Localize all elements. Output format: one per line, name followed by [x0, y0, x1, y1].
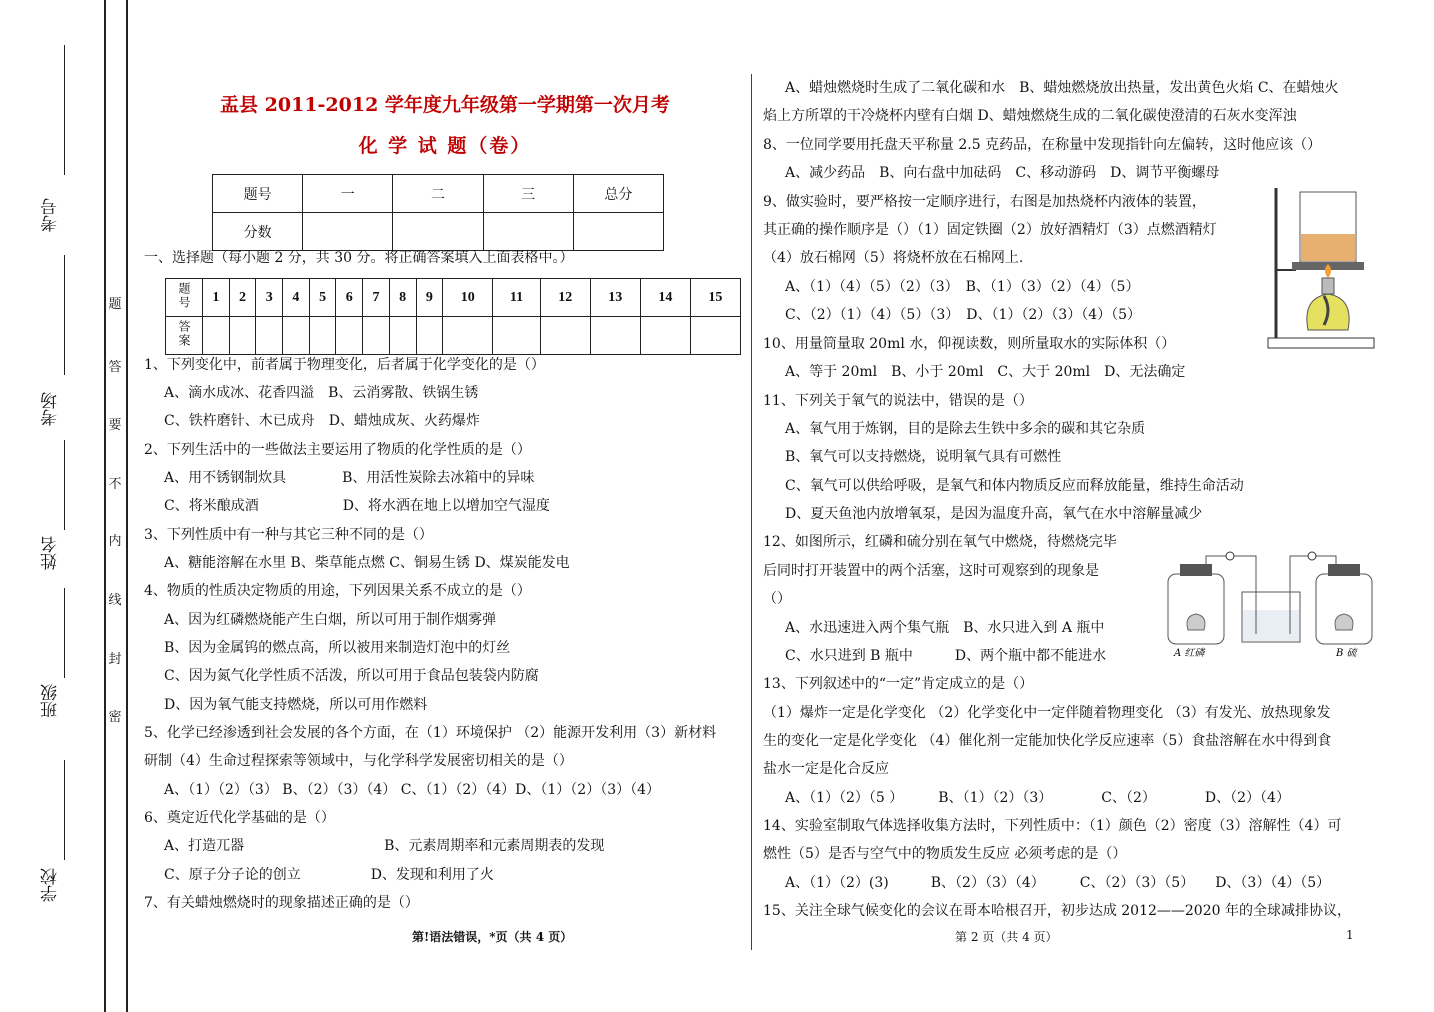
- score-cell[interactable]: [303, 213, 393, 251]
- answer-input-cell[interactable]: [493, 317, 540, 355]
- class-label: 班级: [41, 684, 61, 718]
- answer-input-cell[interactable]: [540, 317, 590, 355]
- option-line: C、因为氮气化学性质不活泼，所以可用于食品包装袋内防腐: [164, 668, 539, 684]
- answer-number-cell: 13: [590, 279, 640, 317]
- option-line: B、因为金属钨的燃点高，所以被用来制造灯泡中的灯丝: [164, 640, 511, 656]
- answer-table: [165, 278, 741, 355]
- question-line: 6、奠定近代化学基础的是（）: [144, 810, 335, 826]
- question-line: 3、下列性质中有一种与其它三种不同的是（）: [144, 527, 433, 543]
- option-line: A、（1）（2）（3） B、（2）（3）（4） C、（1）（2）（4）D、（1）（2）（3）（4）: [164, 782, 661, 798]
- seal-char: 密: [108, 710, 122, 725]
- score-header-cell: 一: [303, 175, 393, 213]
- bottle-a-label: A 红磷: [1174, 648, 1205, 659]
- question-line: 5、化学已经渗透到社会发展的各个方面，在（1）环境保护 （2）能源开发利用（3）新材料: [144, 725, 717, 741]
- score-header-cell: 二: [393, 175, 483, 213]
- column-divider: [751, 74, 752, 950]
- exam-no-label: 考号: [41, 198, 61, 232]
- question-line: （）: [763, 591, 791, 607]
- exam-title: 盂县 2011-2012 学年度九年级第一学期第一次月考: [220, 94, 670, 116]
- option-line: C、铁杵磨针、木已成舟 D、蜡烛成灰、火药爆炸: [164, 413, 480, 429]
- question-line: 其正确的操作顺序是（）（1）固定铁圈（2）放好酒精灯（3）点燃酒精灯: [763, 222, 1217, 238]
- score-header-cell: 总分: [573, 175, 663, 213]
- option-line: A、蜡烛燃烧时生成了二氧化碳和水 B、蜡烛燃烧放出热量，发出黄色火焰 C、在蜡烛火: [785, 80, 1339, 96]
- section-heading: 一、选择题（每小题 2 分，共 30 分。将正确答案填入上面表格中。）: [144, 250, 574, 266]
- question-line: 生的变化一定是化学变化 （4）催化剂一定能加快化学反应速率（5）食盐溶解在水中得到食: [763, 733, 1332, 749]
- bottle-b-label: B 硫: [1336, 648, 1357, 659]
- option-line: A、减少药品 B、向右盘中加砝码 C、移动游码 D、调节平衡螺母: [785, 165, 1220, 181]
- footer-page-corner: 1: [1346, 928, 1354, 942]
- footer-page-right: 第 2 页（共 4 页）: [955, 930, 1058, 944]
- answer-input-cell[interactable]: [389, 317, 416, 355]
- question-line: 4、物质的性质决定物质的用途，下列因果关系不成立的是（）: [144, 583, 531, 599]
- exam-no-line: [64, 45, 65, 175]
- answer-number-cell: 12: [540, 279, 590, 317]
- question-line: 8、一位同学要用托盘天平称量 2.5 克药品，在称量中发现指针向左偏转，这时他应该（）: [763, 137, 1322, 153]
- question-line: 11、下列关于氧气的说法中，错误的是（）: [763, 393, 1033, 409]
- class-line: [64, 588, 65, 678]
- answer-number-cell: 9: [416, 279, 443, 317]
- score-row-label: 分数: [213, 213, 303, 251]
- question-line: （1）爆炸一定是化学变化 （2）化学变化中一定伴随着物理变化 （3）有发光、放热现象发: [763, 705, 1331, 721]
- score-cell[interactable]: [573, 213, 663, 251]
- option-line: D、因为氧气能支持燃烧，所以可用作燃料: [164, 697, 428, 713]
- answer-input-cell[interactable]: [363, 317, 390, 355]
- answer-number-cell: 15: [690, 279, 740, 317]
- answer-input-cell[interactable]: [690, 317, 740, 355]
- question-line: 2、下列生活中的一些做法主要运用了物质的化学性质的是（）: [144, 442, 531, 458]
- option-line: A、（1）（2）（5 ） B、（1）（2）（3） C、（2） D、（2）（4）: [785, 790, 1290, 806]
- question-line: 研制（4）生命过程探索等领域中，与化学科学发展密切相关的是（）: [144, 753, 573, 769]
- beaker-heating-figure: [1262, 180, 1380, 352]
- answer-number-cell: 10: [443, 279, 493, 317]
- exam-subtitle: 化 学 试 题（卷）: [358, 135, 532, 157]
- seal-char: 答: [108, 360, 122, 375]
- name-line: [64, 440, 65, 530]
- option-line: A、（1）（2）(3) B、（2）（3）（4） C、（2）（3）（5） D、（3）（4）（5）: [785, 875, 1331, 891]
- question-line: 后同时打开装置中的两个活塞，这时可观察到的现象是: [763, 563, 1099, 579]
- option-line: A、用不锈钢制炊具 B、用活性炭除去冰箱中的异味: [164, 470, 535, 486]
- question-line: 14、实验室制取气体选择收集方法时，下列性质中：（1）颜色（2）密度（3）溶解性（4）可: [763, 818, 1342, 834]
- answer-number-cell: 14: [640, 279, 690, 317]
- score-header-cell: 三: [483, 175, 573, 213]
- question-line: （4）放石棉网（5）将烧杯放在石棉网上.: [763, 250, 1024, 266]
- answer-number-cell: 1: [203, 279, 230, 317]
- answer-row-label: 题号: [166, 279, 203, 317]
- answer-input-cell[interactable]: [283, 317, 310, 355]
- answer-input-cell[interactable]: [309, 317, 336, 355]
- option-line: A、水迅速进入两个集气瓶 B、水只进入到 A 瓶中: [785, 620, 1105, 636]
- option-line: A、打造兀器 B、元素周期率和元素周期表的发现: [164, 838, 605, 854]
- question-line: 15、关注全球气候变化的会议在哥本哈根召开，初步达成 2012——2020 年的全球减排协议，: [763, 903, 1351, 919]
- answer-number-cell: 6: [336, 279, 363, 317]
- answer-input-cell[interactable]: [590, 317, 640, 355]
- score-header-cell: 题号: [213, 175, 303, 213]
- option-line: A、（1）（4）（5）（2）（3） B、（1）（3）（2）（4）（5）: [785, 279, 1140, 295]
- question-line: 13、下列叙述中的“一定”肯定成立的是（）: [763, 676, 1034, 692]
- school-label: 学校: [41, 868, 61, 902]
- gas-bottles-figure: [1160, 546, 1382, 668]
- answer-number-cell: 3: [256, 279, 283, 317]
- option-line: A、滴水成冰、花香四溢 B、云消雾散、铁锅生锈: [164, 385, 479, 401]
- option-line: C、氧气可以供给呼吸，是氧气和体内物质反应而释放能量，维持生命活动: [785, 478, 1244, 494]
- answer-number-cell: 8: [389, 279, 416, 317]
- answer-input-cell[interactable]: [256, 317, 283, 355]
- answer-number-cell: 5: [309, 279, 336, 317]
- score-cell[interactable]: [483, 213, 573, 251]
- option-line: C、原子分子论的创立 D、发现和利用了火: [164, 867, 494, 883]
- option-line: A、因为红磷燃烧能产生白烟，所以可用于制作烟雾弹: [164, 612, 497, 628]
- question-line: 盐水一定是化合反应: [763, 761, 889, 777]
- answer-row-label: 答案: [166, 317, 203, 355]
- seal-char: 题: [108, 297, 122, 312]
- school-line: [64, 760, 65, 860]
- option-line: C、水只进到 B 瓶中 D、两个瓶中都不能进水: [785, 648, 1107, 664]
- question-line: 9、做实验时，要严格按一定顺序进行，右图是加热烧杯内液体的装置，: [763, 194, 1206, 210]
- footer-page-left: 第!语法错误，*页（共 4 页）: [412, 930, 573, 944]
- answer-input-cell[interactable]: [203, 317, 230, 355]
- question-line: 7、有关蜡烛燃烧时的现象描述正确的是（）: [144, 895, 419, 911]
- option-line: C、（2）（1）（4）（5）（3） D、（1）（2）（3）（4）（5）: [785, 307, 1142, 323]
- option-line: A、糖能溶解在水里 B、柴草能点燃 C、铜易生锈 D、煤炭能发电: [164, 555, 570, 571]
- answer-input-cell[interactable]: [443, 317, 493, 355]
- question-line: 12、如图所示，红磷和硫分别在氧气中燃烧，待燃烧完毕: [763, 534, 1117, 550]
- answer-input-cell[interactable]: [416, 317, 443, 355]
- question-line: 10、用量筒量取 20ml 水，仰视读数，则所量取水的实际体积（）: [763, 336, 1176, 352]
- binding-line-outer: [126, 0, 128, 1012]
- option-line: B、氧气可以支持燃烧，说明氧气具有可燃性: [785, 449, 1062, 465]
- exam-room-label: 考场: [41, 392, 61, 426]
- option-line: A、等于 20ml B、小于 20ml C、大于 20ml D、无法确定: [785, 364, 1186, 380]
- option-line: A、氧气用于炼钢，目的是除去生铁中多余的碳和其它杂质: [785, 421, 1146, 437]
- seal-char: 不: [108, 477, 122, 492]
- option-line: D、夏天鱼池内放增氧泵，是因为温度升高，氧气在水中溶解量减少: [785, 506, 1203, 522]
- answer-input-cell[interactable]: [640, 317, 690, 355]
- answer-number-cell: 4: [283, 279, 310, 317]
- seal-char: 要: [108, 418, 122, 433]
- answer-number-cell: 7: [363, 279, 390, 317]
- answer-input-cell[interactable]: [336, 317, 363, 355]
- question-line: 1、下列变化中，前者属于物理变化，后者属于化学变化的是（）: [144, 357, 545, 373]
- question-line: 焰上方所罩的干冷烧杯内壁有白烟 D、蜡烛燃烧生成的二氧化碳使澄清的石灰水变浑浊: [763, 108, 1297, 124]
- binding-line-inner: [104, 0, 106, 1012]
- room-line: [64, 255, 65, 375]
- answer-input-cell[interactable]: [229, 317, 256, 355]
- student-name-label: 姓名: [41, 536, 61, 570]
- option-line: C、将米酿成酒 D、将水洒在地上以增加空气湿度: [164, 498, 550, 514]
- question-line: 燃性（5）是否与空气中的物质发生反应 必须考虑的是（）: [763, 846, 1127, 862]
- score-table: [212, 174, 664, 251]
- seal-char: 封: [108, 652, 122, 667]
- score-cell[interactable]: [393, 213, 483, 251]
- seal-char: 内: [108, 534, 122, 549]
- answer-number-cell: 11: [493, 279, 540, 317]
- answer-number-cell: 2: [229, 279, 256, 317]
- seal-char: 线: [108, 593, 122, 608]
